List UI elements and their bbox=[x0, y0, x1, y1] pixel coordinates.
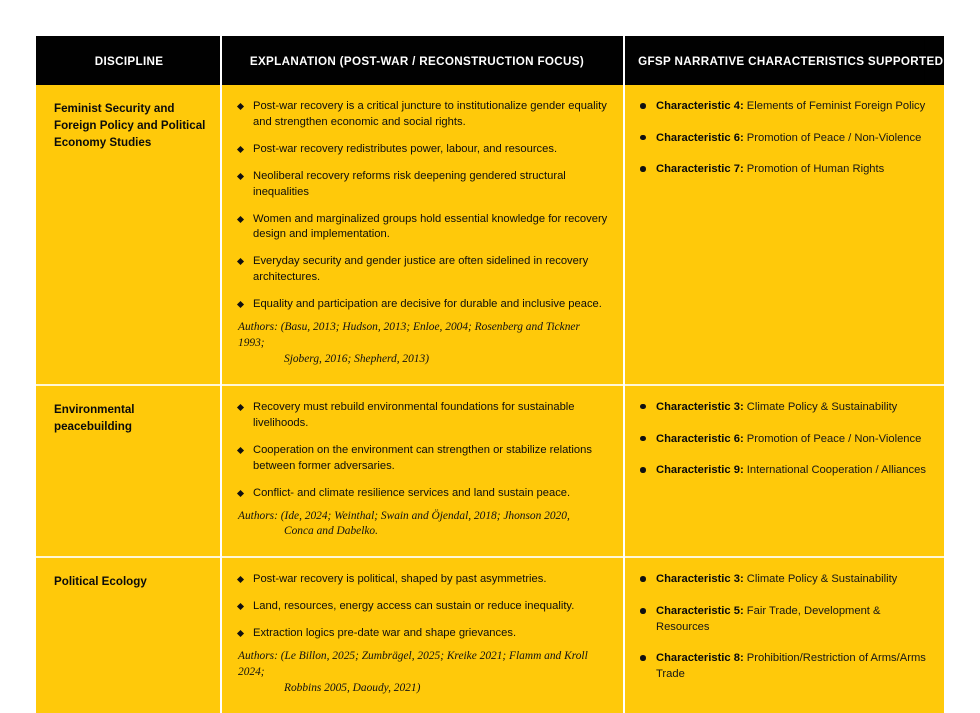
authors-label: Authors: bbox=[238, 321, 278, 334]
diamond-bullet-icon bbox=[237, 301, 244, 308]
diamond-bullet-icon bbox=[237, 103, 244, 110]
authors-line-1: (Le Billon, 2025; Zumbrägel, 2025; Kreike 2021; Flamm and Kroll 2024; bbox=[238, 650, 588, 679]
characteristic-value: Climate Policy & Sustainability bbox=[746, 400, 898, 413]
list-item bbox=[236, 212, 609, 244]
characteristic-key: Characteristic 9: bbox=[656, 464, 744, 477]
list-item bbox=[236, 599, 609, 615]
dot-bullet-icon bbox=[640, 608, 646, 614]
list-item bbox=[639, 651, 930, 682]
characteristic-value: Promotion of Peace / Non-Violence bbox=[746, 131, 922, 144]
characteristic-value: Promotion of Human Rights bbox=[746, 163, 885, 176]
discipline-characteristics-table bbox=[36, 36, 944, 713]
cell-explanation bbox=[221, 85, 624, 385]
cell-explanation bbox=[221, 557, 624, 713]
column-header-discipline: DISCIPLINE bbox=[36, 36, 210, 85]
list-item bbox=[236, 142, 609, 158]
list-item bbox=[236, 297, 609, 313]
dot-bullet-icon bbox=[640, 576, 646, 582]
diamond-bullet-icon bbox=[237, 404, 244, 411]
characteristic-key: Characteristic 6: bbox=[656, 131, 744, 144]
table-header-row bbox=[36, 36, 944, 85]
characteristic-value: International Cooperation / Alliances bbox=[746, 464, 926, 477]
table-body bbox=[36, 85, 944, 713]
list-item bbox=[639, 604, 930, 635]
characteristic-value: Prohibition/Restriction of Arms/Arms Trade bbox=[656, 652, 926, 681]
characteristics-list bbox=[639, 572, 930, 682]
cell-discipline bbox=[36, 85, 221, 385]
diamond-bullet-icon bbox=[237, 603, 244, 610]
discipline-label: Environmental peacebuilding bbox=[54, 402, 135, 433]
bullet-text: Post-war recovery is political, shaped by past asymmetries. bbox=[253, 573, 547, 586]
explanation-bullet-list bbox=[236, 99, 609, 313]
table-row bbox=[36, 557, 944, 713]
bullet-text: Equality and participation are decisive for durable and inclusive peace. bbox=[253, 298, 602, 311]
dot-bullet-icon bbox=[640, 436, 646, 442]
table-row bbox=[36, 385, 944, 557]
characteristic-key: Characteristic 3: bbox=[656, 573, 744, 586]
list-item bbox=[236, 572, 609, 588]
discipline-label: Feminist Security and Foreign Policy and Political Economy Studies bbox=[54, 102, 206, 149]
list-item bbox=[639, 572, 930, 588]
authors-line-2: Conca and Dabelko. bbox=[284, 525, 378, 538]
bullet-text: Extraction logics pre-date war and shape grievances. bbox=[253, 627, 517, 640]
cell-discipline bbox=[36, 385, 221, 557]
characteristic-key: Characteristic 4: bbox=[656, 100, 744, 112]
bullet-text: Post-war recovery redistributes power, labour, and resources. bbox=[253, 142, 558, 155]
authors-citation bbox=[236, 320, 609, 368]
bullet-text: Women and marginalized groups hold essential knowledge for recovery design and implementation. bbox=[253, 212, 608, 241]
characteristics-list bbox=[639, 99, 930, 178]
table-row bbox=[36, 85, 944, 385]
list-item bbox=[236, 626, 609, 642]
bullet-text: Everyday security and gender justice are often sidelined in recovery architectures. bbox=[253, 255, 589, 284]
cell-explanation bbox=[221, 385, 624, 557]
explanation-bullet-list bbox=[236, 572, 609, 642]
bullet-text: Cooperation on the environment can strengthen or stabilize relations between former adversaries. bbox=[253, 443, 592, 472]
diamond-bullet-icon bbox=[237, 146, 244, 153]
list-item bbox=[639, 162, 930, 178]
list-item bbox=[639, 131, 930, 147]
diamond-bullet-icon bbox=[237, 215, 244, 222]
bullet-text: Conflict- and climate resilience services and land sustain peace. bbox=[253, 486, 571, 499]
bullet-text: Recovery must rebuild environmental foundations for sustainable livelihoods. bbox=[253, 400, 575, 429]
list-item bbox=[639, 432, 930, 448]
diamond-bullet-icon bbox=[237, 258, 244, 265]
characteristic-key: Characteristic 5: bbox=[656, 605, 744, 618]
column-header-characteristics: GFSP NARRATIVE CHARACTERISTICS SUPPORTED bbox=[624, 36, 925, 85]
characteristic-key: Characteristic 3: bbox=[656, 400, 744, 413]
list-item bbox=[236, 443, 609, 475]
characteristic-key: Characteristic 7: bbox=[656, 163, 744, 176]
diamond-bullet-icon bbox=[237, 576, 244, 583]
characteristic-value: Fair Trade, Development & Resources bbox=[656, 605, 881, 633]
authors-line-2: Robbins 2005, Daoudy, 2021) bbox=[284, 682, 421, 695]
characteristic-key: Characteristic 6: bbox=[656, 432, 744, 445]
list-item bbox=[236, 400, 609, 432]
dot-bullet-icon bbox=[640, 135, 646, 141]
authors-citation bbox=[236, 509, 609, 541]
discipline-label: Political Ecology bbox=[54, 575, 147, 589]
characteristic-value: Elements of Feminist Foreign Policy bbox=[746, 100, 926, 112]
table-header bbox=[36, 36, 944, 85]
dot-bullet-icon bbox=[640, 404, 646, 410]
bullet-text: Post-war recovery is a critical juncture to institutionalize gender equality and strengthen economic and social rights. bbox=[253, 100, 607, 128]
bullet-text: Neoliberal recovery reforms risk deepening gendered structural inequalities bbox=[253, 169, 566, 198]
dot-bullet-icon bbox=[640, 467, 646, 473]
authors-label: Authors: bbox=[238, 509, 278, 522]
diamond-bullet-icon bbox=[237, 630, 244, 637]
dot-bullet-icon bbox=[640, 103, 646, 109]
explanation-bullet-list bbox=[236, 400, 609, 502]
characteristic-value: Climate Policy & Sustainability bbox=[746, 573, 898, 586]
list-item bbox=[639, 463, 930, 479]
authors-line-1: (Ide, 2024; Weinthal; Swain and Öjendal, 2018; Jhonson 2020, bbox=[280, 509, 570, 522]
cell-characteristics bbox=[624, 85, 944, 385]
characteristic-key: Characteristic 8: bbox=[656, 652, 744, 665]
dot-bullet-icon bbox=[640, 655, 646, 661]
diamond-bullet-icon bbox=[237, 447, 244, 454]
diamond-bullet-icon bbox=[237, 173, 244, 180]
authors-citation bbox=[236, 649, 609, 697]
list-item bbox=[236, 99, 609, 131]
authors-line-2: Sjoberg, 2016; Shepherd, 2013) bbox=[284, 353, 429, 365]
cell-characteristics bbox=[624, 385, 944, 557]
characteristics-list bbox=[639, 400, 930, 479]
characteristic-value: Promotion of Peace / Non-Violence bbox=[746, 432, 922, 445]
bullet-text: Land, resources, energy access can sustain or reduce inequality. bbox=[253, 600, 575, 613]
authors-label: Authors: bbox=[238, 650, 278, 663]
authors-line-1: (Basu, 2013; Hudson, 2013; Enloe, 2004; Rosenberg and Tickner 1993; bbox=[238, 321, 580, 350]
cell-characteristics bbox=[624, 557, 944, 713]
list-item bbox=[236, 486, 609, 502]
list-item bbox=[236, 169, 609, 201]
column-header-explanation: EXPLANATION (POST-WAR / RECONSTRUCTION FOCUS) bbox=[221, 36, 600, 85]
list-item bbox=[639, 99, 930, 115]
diamond-bullet-icon bbox=[237, 490, 244, 497]
cell-discipline bbox=[36, 557, 221, 713]
list-item bbox=[236, 254, 609, 286]
dot-bullet-icon bbox=[640, 166, 646, 172]
list-item bbox=[639, 400, 930, 416]
